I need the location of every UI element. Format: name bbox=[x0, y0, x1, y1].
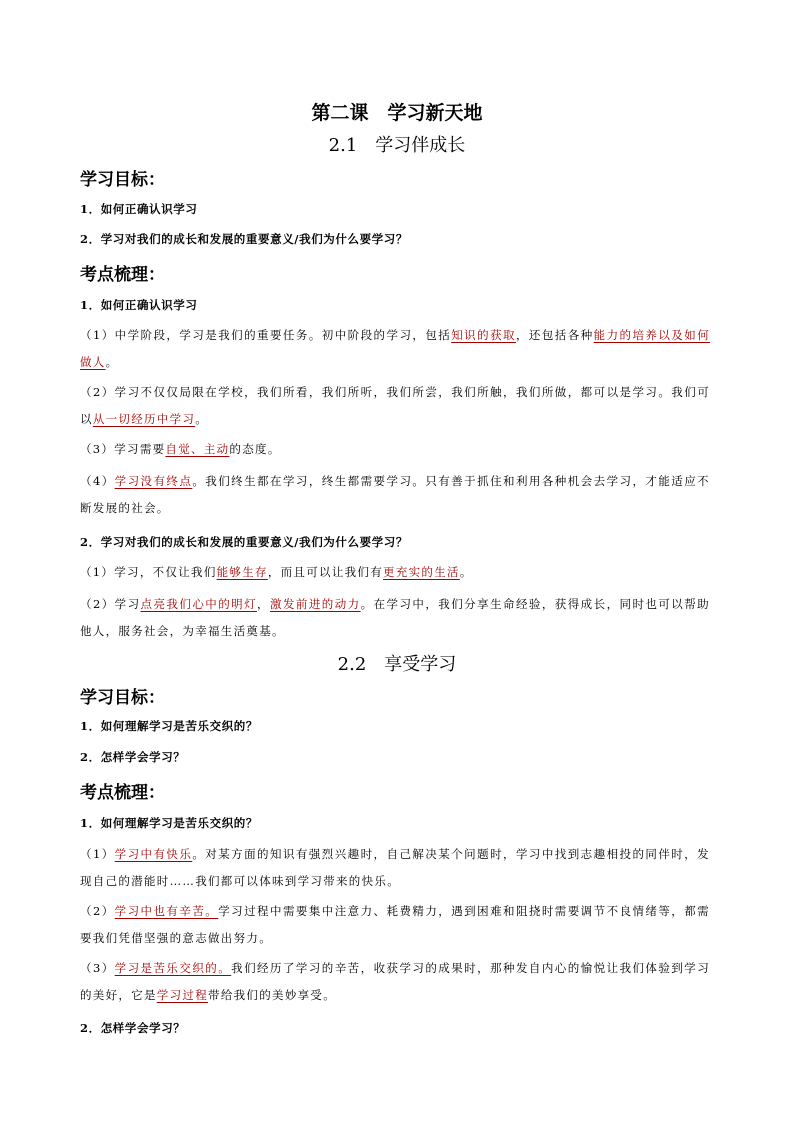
goals-label: 学习目标： bbox=[80, 170, 165, 190]
text: （1）学习，不仅让我们 bbox=[80, 565, 217, 579]
point-question: 2．怎样学会学习？ bbox=[80, 1021, 186, 1035]
paragraph bbox=[80, 591, 710, 645]
paragraph bbox=[80, 436, 710, 463]
text: （2） bbox=[80, 904, 115, 918]
text: （2）学习不仅仅局限在学校，我们所看，我们所听，我们所尝，我们所触，我们所做，都可以是学习。我们可以 bbox=[80, 385, 710, 426]
text: （1） bbox=[80, 847, 115, 861]
highlight: 自觉、主动 bbox=[165, 442, 230, 456]
text: （1）中学阶段，学习是我们的重要任务。初中阶段的学习，包括 bbox=[80, 328, 452, 342]
goal-item: 2．怎样学会学习？ bbox=[80, 750, 186, 764]
text: 我们经历了学习的辛苦，收获学习的成果时，那种发自内心的愉悦让我们体验到学习的美好，它是 bbox=[80, 961, 710, 1002]
goals-label: 学习目标： bbox=[80, 688, 165, 708]
goal-item: 1．如何理解学习是苦乐交织的？ bbox=[80, 719, 258, 733]
text: ， bbox=[257, 597, 270, 611]
points-label: 考点梳理： bbox=[80, 265, 165, 285]
highlight: 学习过程 bbox=[156, 988, 209, 1002]
paragraph bbox=[80, 379, 710, 433]
highlight: 学习没有终点 bbox=[114, 474, 193, 488]
highlight: 学习中也有辛苦。 bbox=[114, 904, 219, 918]
section-heading-2-1: 2.1 学习伴成长 bbox=[328, 135, 466, 156]
section-heading-2-2: 2.2 享受学习 bbox=[337, 654, 457, 675]
text: 的态度。 bbox=[229, 442, 281, 456]
text: （3）学习需要 bbox=[80, 442, 166, 456]
highlight: 更充实的生活 bbox=[383, 565, 460, 579]
text: 。 bbox=[459, 565, 473, 579]
paragraph bbox=[80, 955, 710, 1009]
text: 。 bbox=[105, 355, 119, 369]
highlight: 能力的培养以及如何做人 bbox=[80, 328, 711, 369]
paragraph bbox=[80, 898, 710, 952]
text: 。在学习中，我们分享生命经验，获得成长，同时也可以帮助他人，服务社会，为幸福生活奠基。 bbox=[80, 597, 710, 638]
text: （3） bbox=[80, 961, 115, 975]
text: （4） bbox=[80, 474, 115, 488]
goal-item: 1．如何正确认识学习 bbox=[80, 202, 198, 216]
paragraph bbox=[80, 322, 710, 376]
paragraph bbox=[80, 468, 710, 522]
point-question: 2．学习对我们的成长和发展的重要意义/我们为什么要学习？ bbox=[80, 535, 408, 549]
text: 。 bbox=[195, 412, 209, 426]
highlight: 能够生存 bbox=[216, 565, 268, 579]
highlight: 激发前进的动力 bbox=[270, 597, 361, 611]
points-label: 考点梳理： bbox=[80, 783, 165, 803]
point-question: 1．如何正确认识学习 bbox=[80, 298, 198, 312]
paragraph bbox=[80, 841, 710, 895]
highlight: 点亮我们心中的明灯 bbox=[140, 597, 258, 611]
text: 学习过程中需要集中注意力、耗费精力，遇到困难和阻挠时需要调节不良情绪等，都需要我们凭借坚强的意志做出努力。 bbox=[80, 904, 710, 945]
highlight: 从一切经历中学习 bbox=[92, 412, 196, 426]
text: ，而且可以让我们有 bbox=[267, 565, 384, 579]
text: （2）学习 bbox=[80, 597, 141, 611]
highlight: 知识的获取 bbox=[451, 328, 516, 342]
highlight: 学习是苦乐交织的。 bbox=[114, 961, 232, 975]
text: 带给我们的美妙享受。 bbox=[208, 988, 337, 1002]
highlight: 学习中有快乐 bbox=[114, 847, 193, 861]
text: 。对某方面的知识有强烈兴趣时，自己解决某个问题时，学习中找到志趣相投的同伴时，发现自己的潜能时……我们都可以体味到学习带来的快乐。 bbox=[80, 847, 710, 888]
lesson-title: 第二课 学习新天地 bbox=[311, 102, 483, 124]
text: 。我们终生都在学习，终生都需要学习。只有善于抓住和利用各种机会去学习，才能适应不断发展的社会。 bbox=[80, 474, 710, 515]
text: ，还包括各种 bbox=[515, 328, 594, 342]
goal-item: 2．学习对我们的成长和发展的重要意义/我们为什么要学习？ bbox=[80, 232, 408, 246]
point-question: 1．如何理解学习是苦乐交织的？ bbox=[80, 816, 258, 830]
paragraph bbox=[80, 559, 710, 586]
